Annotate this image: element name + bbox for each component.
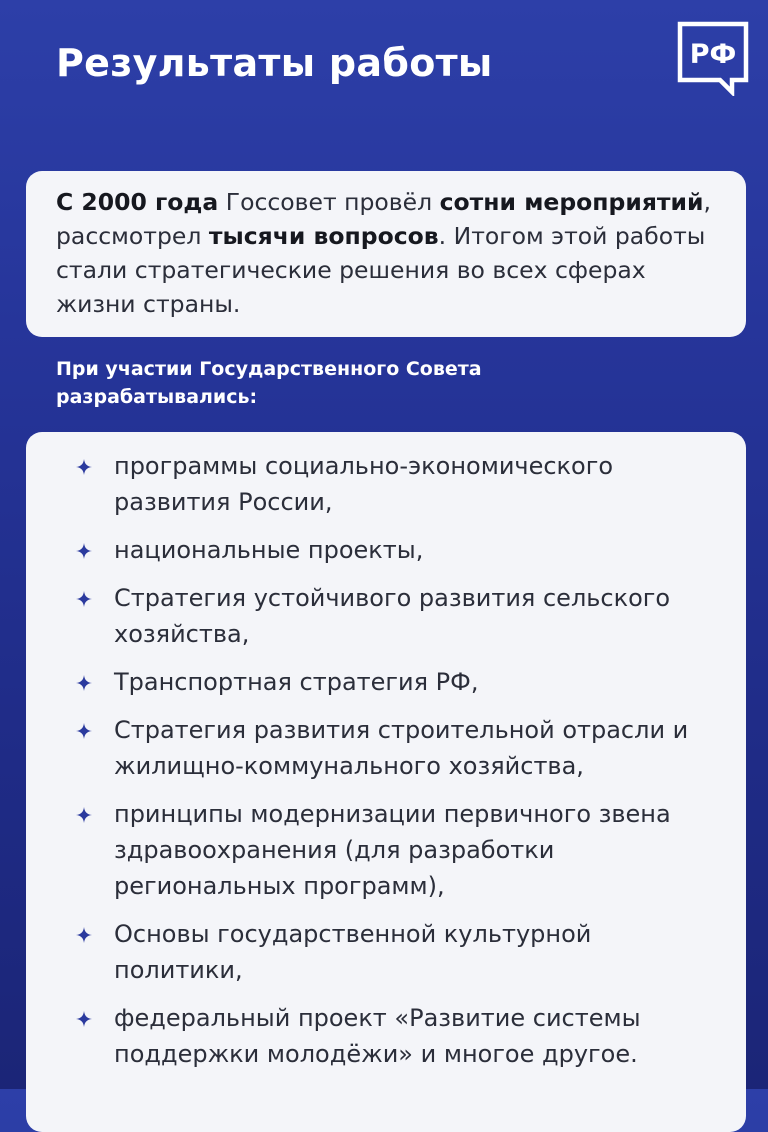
intro-text-part: , рассмотрел bbox=[56, 188, 711, 250]
list-item bbox=[60, 532, 716, 568]
list-item bbox=[60, 448, 716, 520]
list-item-text: Основы государственной культурной политики, bbox=[114, 920, 592, 984]
list-item bbox=[60, 1000, 716, 1072]
list-item-text: Стратегия устойчивого развития сельского хозяйства, bbox=[114, 584, 671, 648]
list-item-text: принципы модернизации первичного звена здравоохранения (для разработки региональных программ), bbox=[114, 800, 671, 900]
section-subtitle: При участии Государственного Совета разрабатывались: bbox=[56, 358, 482, 408]
intro-highlight-year: С 2000 года bbox=[56, 188, 219, 216]
list-item bbox=[60, 916, 716, 988]
intro-highlight-questions: тысячи вопросов bbox=[208, 222, 439, 250]
four-point-star-icon bbox=[76, 459, 92, 475]
list-item bbox=[60, 796, 716, 904]
list-item-text: федеральный проект «Развитие системы поддержки молодёжи» и многое другое. bbox=[114, 1004, 641, 1068]
four-point-star-icon bbox=[76, 723, 92, 739]
list-item-text: Стратегия развития строительной отрасли и жилищно-коммунального хозяйства, bbox=[114, 716, 689, 780]
intro-text-part: . Итогом этой работы стали стратегические решения во всех сферах жизни страны. bbox=[56, 222, 706, 318]
four-point-star-icon bbox=[76, 543, 92, 559]
achievements-list bbox=[60, 448, 716, 1072]
intro-text-part: Госсовет провёл bbox=[218, 188, 440, 216]
page-title: Результаты работы bbox=[56, 41, 493, 85]
list-item-text: программы социально-экономического развития России, bbox=[114, 452, 614, 516]
list-item bbox=[60, 664, 716, 700]
rf-logo-icon bbox=[676, 20, 750, 96]
intro-text bbox=[56, 188, 711, 318]
four-point-star-icon bbox=[76, 807, 92, 823]
list-item bbox=[60, 712, 716, 784]
four-point-star-icon bbox=[76, 591, 92, 607]
four-point-star-icon bbox=[76, 1011, 92, 1027]
list-item-text: Транспортная стратегия РФ, bbox=[114, 668, 479, 696]
list-card bbox=[26, 432, 746, 1132]
intro-card bbox=[26, 171, 746, 337]
logo-text: РФ bbox=[689, 39, 737, 70]
list-item-text: национальные проекты, bbox=[114, 536, 424, 564]
list-item bbox=[60, 580, 716, 652]
four-point-star-icon bbox=[76, 927, 92, 943]
four-point-star-icon bbox=[76, 675, 92, 691]
intro-highlight-events: сотни мероприятий bbox=[439, 188, 704, 216]
